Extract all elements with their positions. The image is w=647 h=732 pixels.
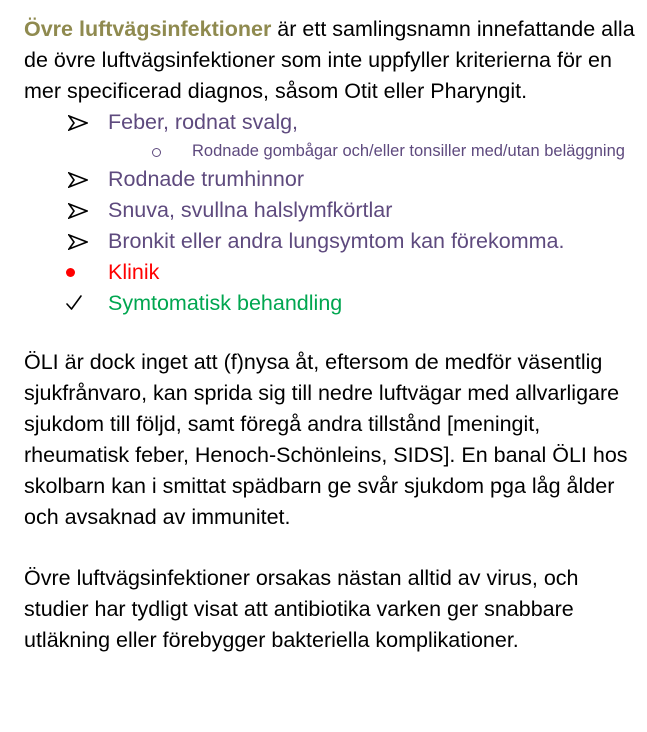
arrow-icon [68, 234, 88, 250]
dot-icon [66, 268, 75, 277]
intro-paragraph [24, 14, 639, 107]
list-item [24, 288, 639, 319]
body-paragraph-2: ÖLI är dock inget att (f)nysa åt, eftersom de medför väsentlig sjukfrånvaro, kan sprida sig till nedre luftvägar med allvarligare sjukdom till följd, samt föregå andra tillstånd [meningit, rheumatisk feber, Henoch-Schönleins, SIDS]. En banal ÖLI hos skolbarn kan i smittat spädbarn ge svår sjukdom pga låg ålder och avsaknad av immunitet. [24, 350, 628, 529]
checkmark-icon [65, 294, 83, 312]
list-item [24, 164, 639, 195]
intro-text: är ett samlingsnamn innefattande alla de övre luftvägsinfektioner som inte uppfyller kriterierna för en mer specificerad diagnos, såsom Otit eller Pharyngit. [24, 17, 635, 103]
list-item-text: Bronkit eller andra lungsymtom kan förekomma. [108, 229, 565, 253]
circle-icon [152, 148, 161, 157]
list-item [24, 195, 639, 226]
spacer [24, 319, 639, 347]
list-item-text: Rodnade trumhinnor [108, 167, 305, 191]
intro-term: Övre luftvägsinfektioner [24, 17, 272, 41]
body-paragraph-3: Övre luftvägsinfektioner orsakas nästan alltid av virus, och studier har tydligt visat att antibiotika varken ger snabbare utläkning eller förebygger bakteriella komplikationer. [24, 566, 579, 652]
sub-list-item-text: Rodnade gombågar och/eller tonsiller med/utan beläggning [192, 142, 625, 160]
sub-list-item [24, 138, 639, 164]
symptom-list [24, 107, 639, 319]
spacer [24, 533, 639, 563]
list-item-text: Feber, rodnat svalg, [108, 110, 299, 134]
arrow-icon [68, 115, 88, 131]
arrow-icon [68, 203, 88, 219]
list-item-text: Symtomatisk behandling [108, 291, 343, 315]
list-item [24, 226, 639, 257]
list-item-text: Klinik [108, 260, 160, 284]
arrow-icon [68, 172, 88, 188]
list-item [24, 107, 639, 138]
list-item-text: Snuva, svullna halslymfkörtlar [108, 198, 393, 222]
document-page [24, 14, 639, 656]
list-item [24, 257, 639, 288]
